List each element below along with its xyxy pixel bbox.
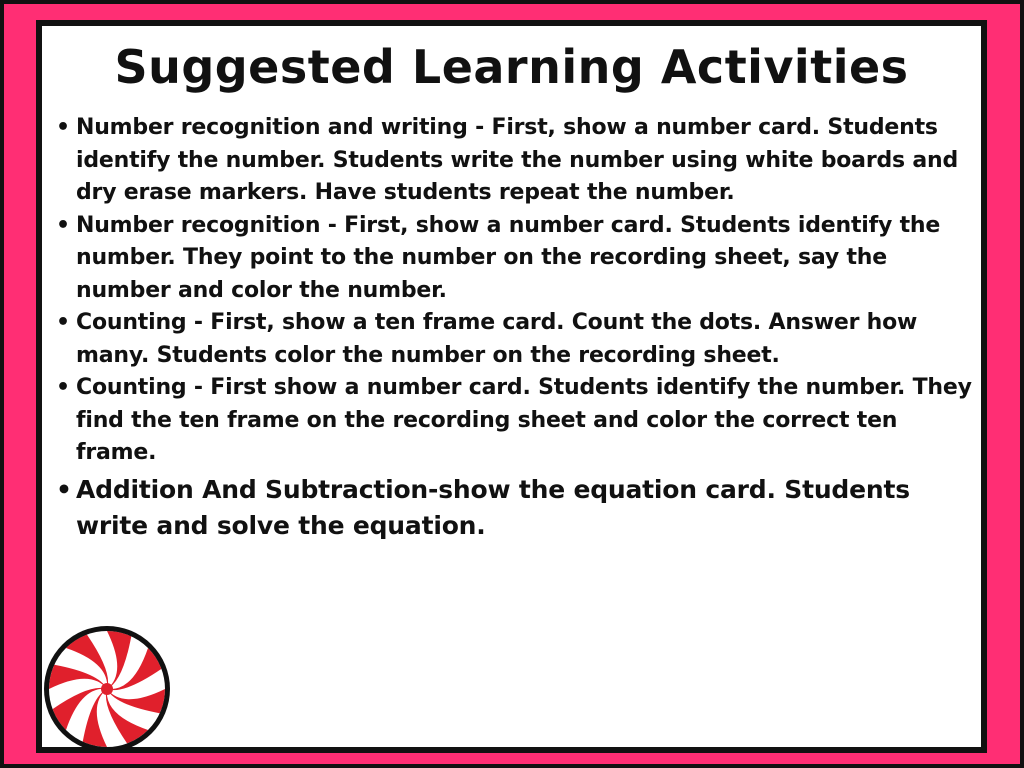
bullet-icon: • xyxy=(56,310,70,335)
list-item xyxy=(52,307,975,372)
page-title: Suggested Learning Activities xyxy=(114,40,909,94)
bullet-icon: • xyxy=(56,115,70,140)
bullet-icon: • xyxy=(56,212,70,238)
list-item xyxy=(52,112,975,210)
list-item xyxy=(52,372,975,470)
activity-text: Counting - First, show a ten frame card. Count the dots. Answer how many. Students color the number on the recording sheet. xyxy=(76,310,918,368)
candy-center xyxy=(101,683,113,695)
activity-text: Counting - First show a number card. Students identify the number. They find the ten frame on the recording sheet and color the correct ten frame. xyxy=(76,375,972,465)
activity-list xyxy=(52,112,975,544)
slide-panel xyxy=(36,20,987,753)
activity-text: Number recognition - First, show a number card. Students identify the number. They point to the number on the recording sheet, say the number and color the number. xyxy=(76,212,941,303)
peppermint-candy-icon xyxy=(42,624,172,754)
bullet-icon: • xyxy=(56,375,70,400)
activity-text: Addition And Subtraction-show the equation card. Students write and solve the equation. xyxy=(76,474,910,540)
bullet-icon: • xyxy=(56,474,72,504)
list-item xyxy=(52,472,975,544)
activity-text: Number recognition and writing - First, show a number card. Students identify the number. Students write the number using white boards and dry erase markers. Have students repeat the number. xyxy=(76,115,959,205)
list-item xyxy=(52,210,975,308)
